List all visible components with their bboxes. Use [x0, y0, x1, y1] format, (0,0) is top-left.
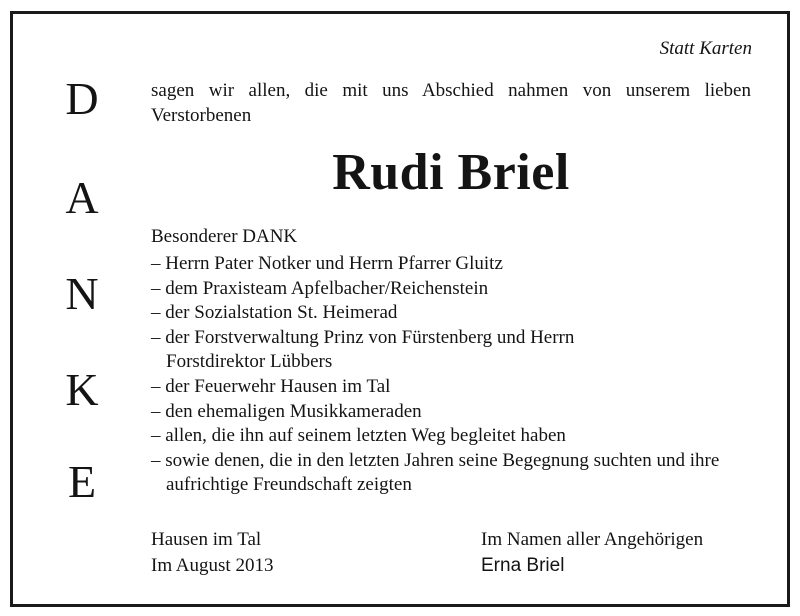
list-item: – Herrn Pater Notker und Herrn Pfarrer Gluitz: [151, 253, 503, 274]
statt-karten-label: Statt Karten: [659, 38, 752, 59]
place-text: Hausen im Tal: [151, 529, 262, 550]
list-item: – der Forstverwaltung Prinz von Fürstenberg und Herrn Forstdirektor Lübbers: [151, 326, 575, 373]
list-item: – allen, die ihn auf seinem letzten Weg begleitet haben: [151, 425, 566, 447]
thanks-list: [151, 252, 761, 498]
signer-name: Erna Briel: [481, 555, 565, 576]
danke-letter-e: E: [67, 456, 97, 507]
list-item: – der Sozialstation St. Heimerad: [151, 302, 398, 324]
date-text: Im August 2013: [151, 555, 274, 576]
danke-letter-d: D: [65, 73, 99, 124]
intro-text: sagen wir allen, die mit uns Abschied nahmen von unserem lieben Verstorbenen: [151, 80, 751, 126]
deceased-name: Rudi Briel: [332, 144, 570, 201]
list-item: – sowie denen, die in den letzten Jahren seine Begegnung suchten und ihre aufrichtige Freundschaft zeigten: [151, 449, 720, 496]
danke-letter-a: A: [65, 172, 99, 223]
on-behalf-text: Im Namen aller Angehörigen: [481, 529, 704, 550]
danke-letter-n: N: [65, 268, 99, 319]
danke-letter-k: K: [65, 364, 99, 415]
list-item: – den ehemaligen Musikkameraden: [151, 400, 422, 422]
place-date-block: [151, 527, 273, 579]
thanks-heading: Besonderer DANK: [151, 226, 298, 247]
list-item: – dem Praxisteam Apfelbacher/Reichenstein: [151, 277, 489, 299]
list-item: – der Feuerwehr Hausen im Tal: [151, 375, 391, 397]
signature-block: [481, 527, 703, 579]
